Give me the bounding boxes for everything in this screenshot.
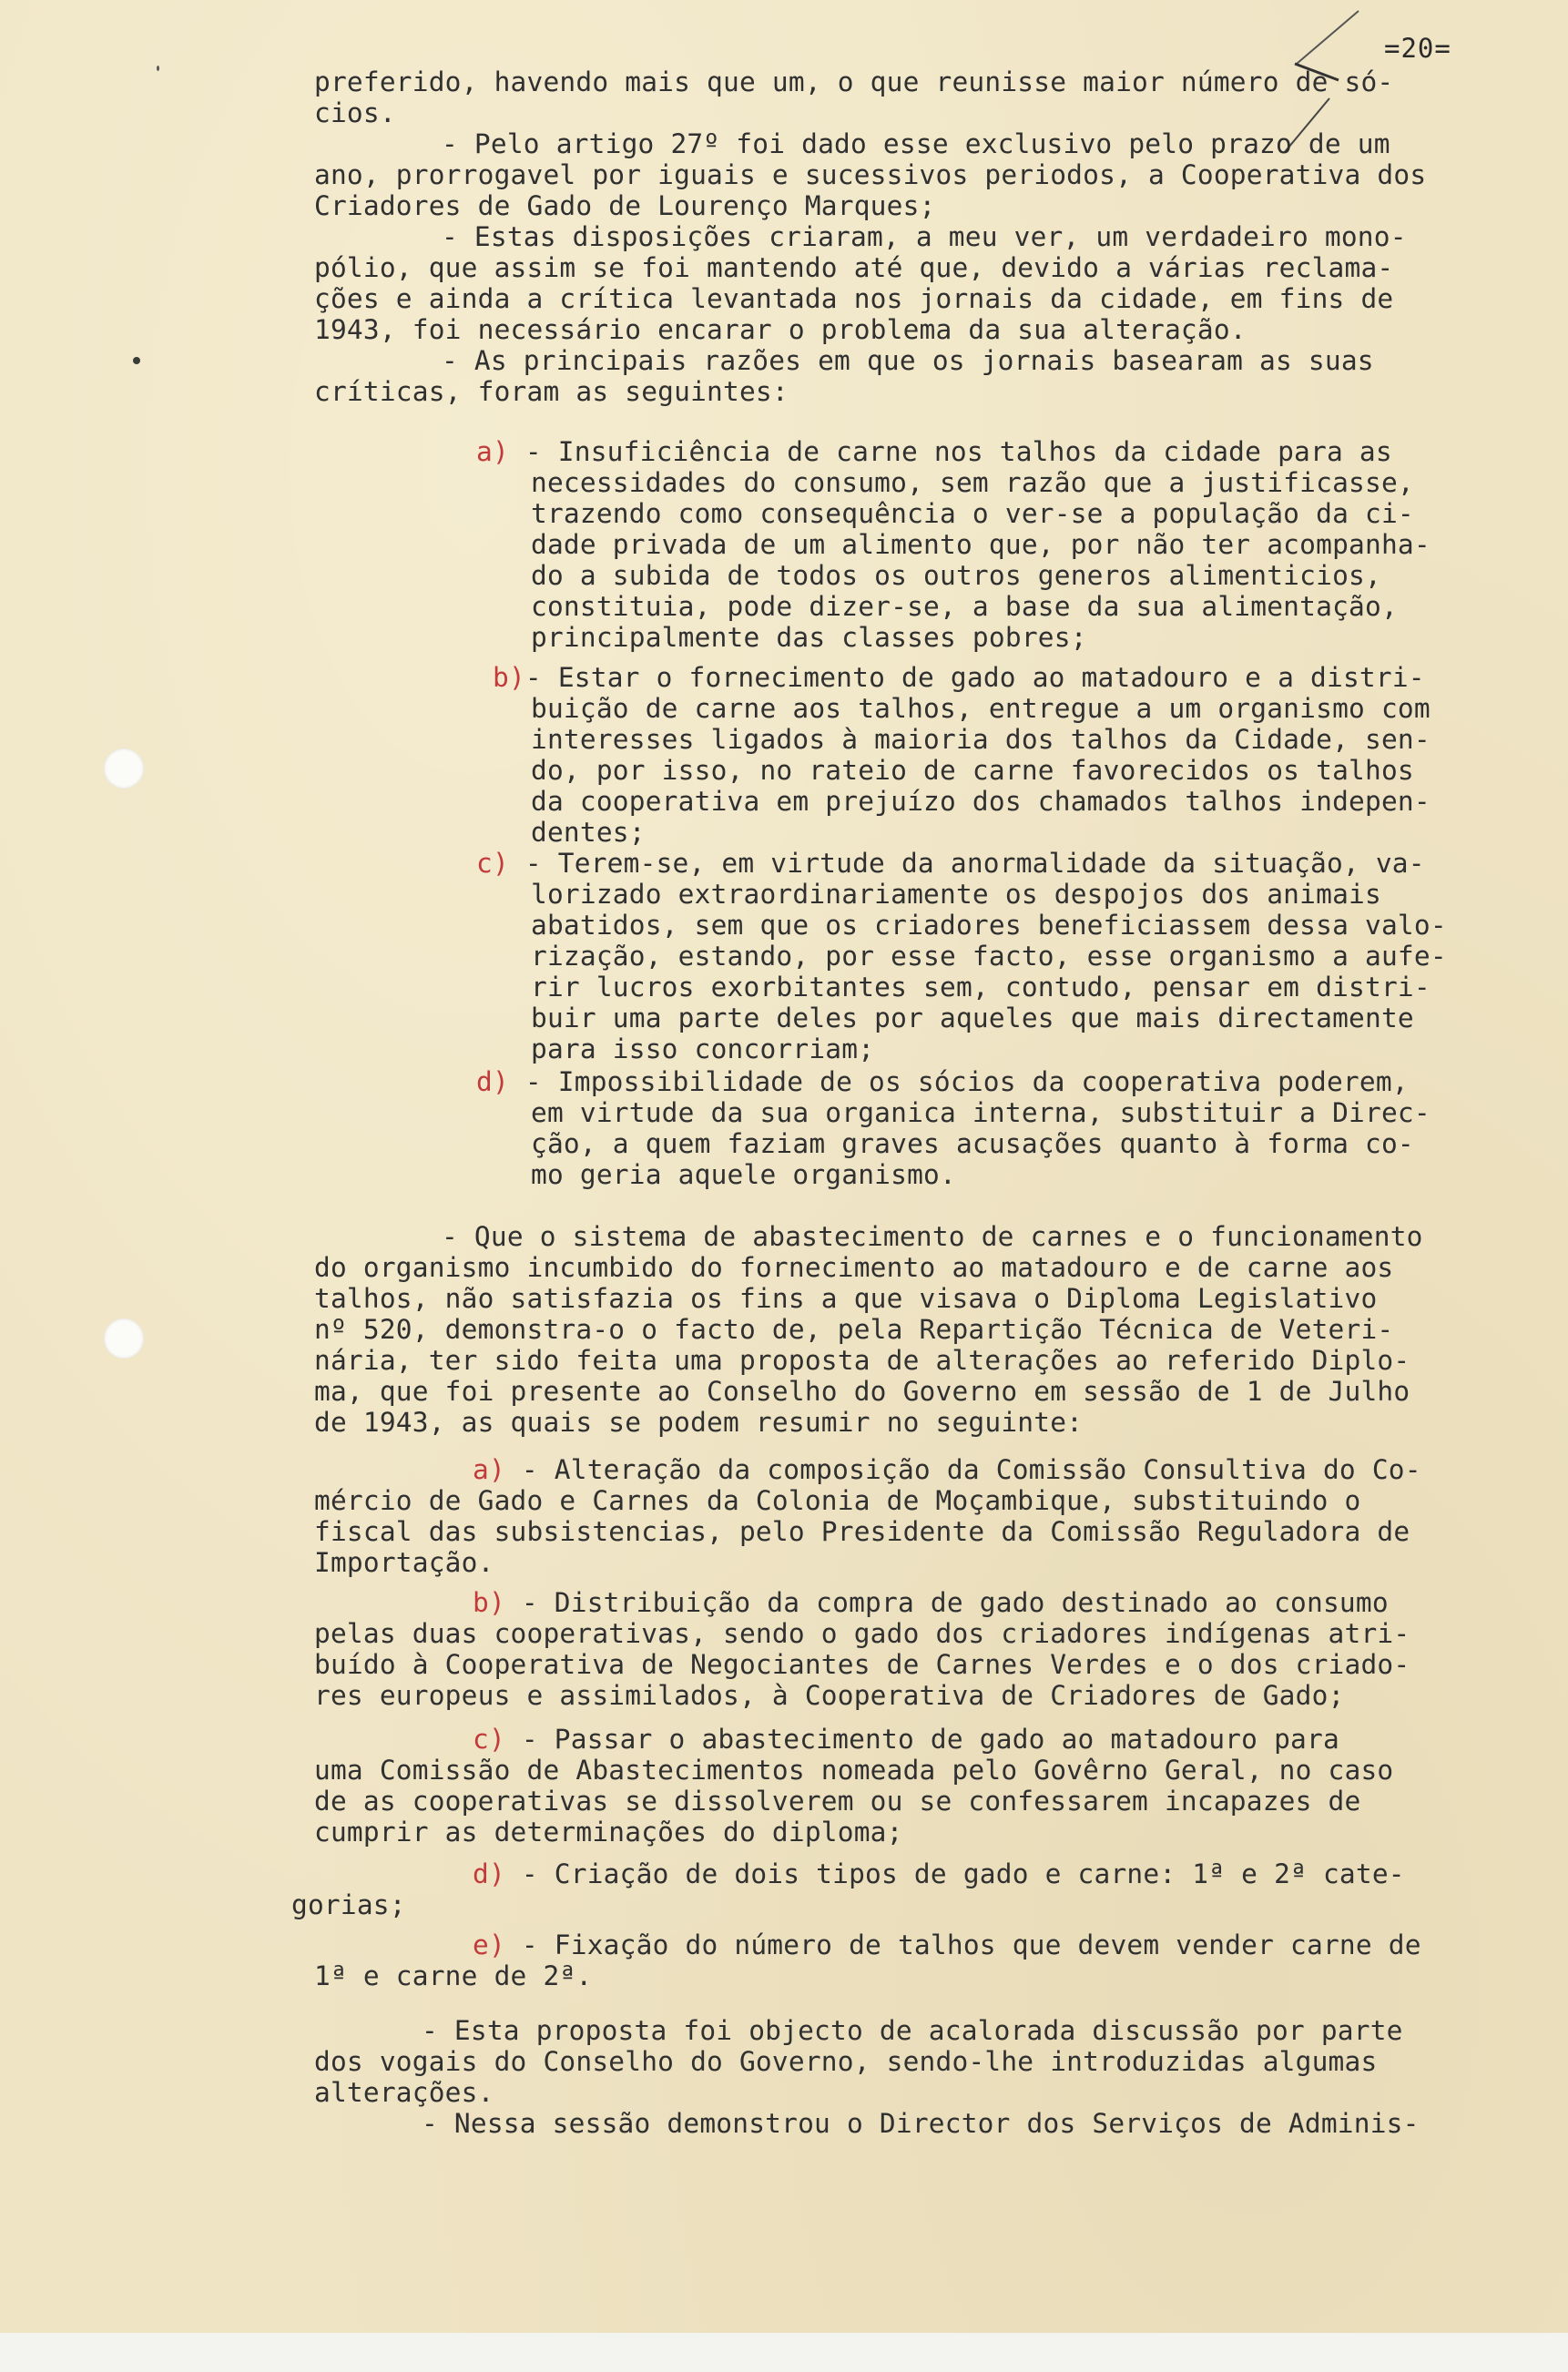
list-marker: d): [476, 1066, 509, 1097]
text-line: [314, 1346, 1410, 1376]
text-line: [442, 129, 1390, 159]
line-text: em virtude da sua organica interna, substituir a Direc-: [531, 1097, 1431, 1128]
line-text: - Estas disposições criaram, a meu ver, um verdadeiro mono-: [442, 221, 1407, 252]
line-text: cumprir as determinações do diploma;: [314, 1817, 903, 1848]
text-line: [531, 561, 1381, 591]
text-line: [531, 756, 1414, 786]
text-line: [314, 1377, 1410, 1407]
text-line: [476, 1067, 1409, 1097]
text-line: [531, 725, 1431, 755]
line-text: abatidos, sem que os criadores beneficiassem dessa valo-: [531, 910, 1447, 941]
text-line: [493, 663, 1425, 693]
line-text: nº 520, demonstra-o o facto de, pela Repartição Técnica de Veteri-: [314, 1314, 1394, 1345]
text-line: [531, 1098, 1431, 1128]
line-text: - As principais razões em que os jornais basearam as suas: [442, 345, 1374, 376]
text-line: [291, 1890, 406, 1920]
line-text: 1ª e carne de 2ª.: [314, 1960, 593, 1991]
text-line: [314, 1517, 1410, 1547]
text-line: [531, 1003, 1414, 1033]
line-text: - Esta proposta foi objecto de acalorada discussão por parte: [422, 2015, 1403, 2046]
line-text: constituia, pode dizer-se, a base da sua alimentação,: [531, 591, 1398, 622]
text-line: [314, 1619, 1410, 1649]
line-text: - Impossibilidade de os sócios da cooperativa poderem,: [508, 1066, 1409, 1097]
line-text: mo geria aquele organismo.: [531, 1159, 956, 1190]
text-line: [531, 1129, 1414, 1159]
text-line: [531, 694, 1431, 724]
line-text: lorizado extraordinariamente os despojos dos animais: [531, 879, 1381, 910]
text-line: [314, 1486, 1360, 1516]
line-text: - Fixação do número de talhos que devem vender carne de: [504, 1929, 1421, 1960]
page-number: =20=: [1384, 33, 1451, 64]
text-line: [314, 67, 1393, 97]
text-line: [314, 1315, 1393, 1345]
line-text: trazendo como consequência o ver-se a população da ci-: [531, 498, 1414, 529]
line-text: - Distribuição da compra de gado destinado ao consumo: [504, 1587, 1389, 1618]
line-text: interesses ligados à maioria dos talhos da Cidade, sen-: [531, 724, 1431, 755]
text-line: [531, 1034, 874, 1064]
punch-hole: [104, 1318, 144, 1359]
text-line: [314, 377, 789, 407]
line-text: ções e ainda a crítica levantada nos jornais da cidade, em fins de: [314, 283, 1394, 314]
text-line: [314, 1284, 1377, 1314]
line-text: fiscal das subsistencias, pelo Presidente da Comissão Reguladora de: [314, 1516, 1410, 1547]
punch-hole: [104, 748, 144, 789]
line-text: pólio, que assim se foi mantendo até que, devido a várias reclama-: [314, 252, 1394, 283]
text-line: [314, 1817, 903, 1848]
text-line: [314, 2047, 1377, 2077]
text-line: [473, 1588, 1389, 1618]
text-line: [531, 1160, 956, 1190]
line-text: dade privada de um alimento que, por não ter acompanha-: [531, 529, 1431, 560]
line-text: - Insuficiência de carne nos talhos da cidade para as: [508, 436, 1392, 467]
line-text: para isso concorriam;: [531, 1033, 875, 1064]
text-line: [473, 1725, 1339, 1755]
list-marker: a): [476, 436, 509, 467]
list-marker: d): [473, 1858, 505, 1889]
line-text: ano, prorrogavel por iguais e sucessivos periodos, a Cooperativa dos: [314, 159, 1427, 190]
line-text: alterações.: [314, 2077, 494, 2108]
line-text: - Terem-se, em virtude da anormalidade da situação, va-: [508, 848, 1425, 879]
text-line: [422, 2016, 1403, 2046]
line-text: 1943, foi necessário encarar o problema da sua alteração.: [314, 314, 1247, 345]
line-text: mércio de Gado e Carnes da Colonia de Moçambique, substituindo o: [314, 1485, 1361, 1516]
line-text: rir lucros exorbitantes sem, contudo, pensar em distri-: [531, 972, 1431, 1003]
line-text: buir uma parte deles por aqueles que mais directamente: [531, 1003, 1414, 1033]
text-line: [531, 880, 1381, 910]
text-line: [531, 468, 1414, 498]
text-line: [476, 437, 1392, 467]
line-text: nária, ter sido feita uma proposta de alterações ao referido Diplo-: [314, 1345, 1410, 1376]
text-line: [314, 284, 1393, 314]
list-marker: c): [473, 1724, 505, 1755]
line-text: principalmente das classes pobres;: [531, 622, 1087, 653]
text-line: [442, 346, 1374, 376]
text-line: [314, 1650, 1410, 1680]
ink-spot: [157, 66, 159, 71]
line-text: do a subida de todos os outros generos alimenticios,: [531, 560, 1381, 591]
text-line: [422, 2109, 1420, 2139]
line-text: Importação.: [314, 1547, 494, 1578]
line-text: res europeus e assimilados, à Cooperativa de Criadores de Gado;: [314, 1680, 1345, 1711]
line-text: dentes;: [531, 817, 646, 848]
line-text: - Estar o fornecimento de gado ao matadouro e a distri-: [524, 662, 1425, 693]
line-text: críticas, foram as seguintes:: [314, 376, 789, 407]
line-text: de as cooperativas se dissolverem ou se confessarem incapazes de: [314, 1786, 1361, 1817]
list-marker: e): [473, 1929, 505, 1960]
text-line: [314, 1253, 1393, 1283]
text-line: [473, 1455, 1421, 1485]
text-line: [314, 191, 936, 221]
line-text: - Pelo artigo 27º foi dado esse exclusivo pelo prazo de um: [442, 128, 1390, 159]
line-text: pelas duas cooperativas, sendo o gado dos criadores indígenas atri-: [314, 1618, 1410, 1649]
text-line: [314, 1548, 494, 1578]
text-line: [442, 222, 1407, 252]
list-marker: b): [473, 1587, 505, 1618]
line-text: preferido, havendo mais que um, o que reunisse maior número de só-: [314, 66, 1394, 97]
list-marker: b): [493, 662, 525, 693]
text-line: [314, 1787, 1360, 1817]
line-text: talhos, não satisfazia os fins a que visava o Diploma Legislativo: [314, 1283, 1378, 1314]
line-text: - Nessa sessão demonstrou o Director dos Serviços de Adminis-: [422, 2108, 1420, 2139]
line-text: de 1943, as quais se podem resumir no seguinte:: [314, 1407, 1084, 1438]
text-line: [314, 1408, 1083, 1438]
line-text: rização, estando, por esse facto, esse organismo a aufe-: [531, 941, 1447, 972]
text-line: [531, 530, 1431, 560]
line-text: necessidades do consumo, sem razão que a justificasse,: [531, 467, 1414, 498]
text-line: [473, 1930, 1421, 1960]
text-line: [531, 623, 1087, 653]
text-line: [314, 315, 1247, 345]
text-line: [314, 1756, 1393, 1786]
line-text: da cooperativa em prejuízo dos chamados talhos indepen-: [531, 786, 1431, 817]
line-text: - Alteração da composição da Comissão Consultiva do Co-: [504, 1454, 1421, 1485]
list-marker: c): [476, 848, 509, 879]
text-line: [442, 1222, 1423, 1252]
line-text: - Que o sistema de abastecimento de carnes e o funcionamento: [442, 1221, 1423, 1252]
line-text: Criadores de Gado de Lourenço Marques;: [314, 190, 936, 221]
text-line: [473, 1859, 1405, 1889]
line-text: cios.: [314, 97, 396, 128]
text-line: [531, 787, 1431, 817]
text-line: [531, 818, 646, 848]
line-text: - Criação de dois tipos de gado e carne: 1ª e 2ª cate-: [504, 1858, 1405, 1889]
text-line: [314, 2078, 494, 2108]
text-line: [476, 849, 1425, 879]
line-text: gorias;: [291, 1889, 406, 1920]
text-line: [531, 911, 1447, 941]
text-line: [314, 1961, 592, 1991]
text-line: [531, 942, 1447, 972]
line-text: uma Comissão de Abastecimentos nomeada pelo Govêrno Geral, no caso: [314, 1755, 1394, 1786]
text-line: [314, 253, 1393, 283]
line-text: ma, que foi presente ao Conselho do Governo em sessão de 1 de Julho: [314, 1376, 1410, 1407]
ink-spot: [133, 357, 140, 364]
text-line: [531, 499, 1414, 529]
line-text: buição de carne aos talhos, entregue a um organismo com: [531, 693, 1431, 724]
line-text: - Passar o abastecimento de gado ao matadouro para: [504, 1724, 1339, 1755]
text-line: [314, 160, 1426, 190]
line-text: dos vogais do Conselho do Governo, sendo-lhe introduzidas algumas: [314, 2046, 1378, 2077]
text-line: [314, 1681, 1345, 1711]
text-line: [531, 592, 1398, 622]
list-marker: a): [473, 1454, 505, 1485]
text-line: [531, 972, 1431, 1003]
line-text: ção, a quem faziam graves acusações quanto à forma co-: [531, 1128, 1414, 1159]
line-text: do organismo incumbido do fornecimento ao matadouro e de carne aos: [314, 1252, 1394, 1283]
line-text: do, por isso, no rateio de carne favorecidos os talhos: [531, 755, 1414, 786]
line-text: buído à Cooperativa de Negociantes de Carnes Verdes e o dos criado-: [314, 1649, 1410, 1680]
text-line: [314, 98, 396, 128]
